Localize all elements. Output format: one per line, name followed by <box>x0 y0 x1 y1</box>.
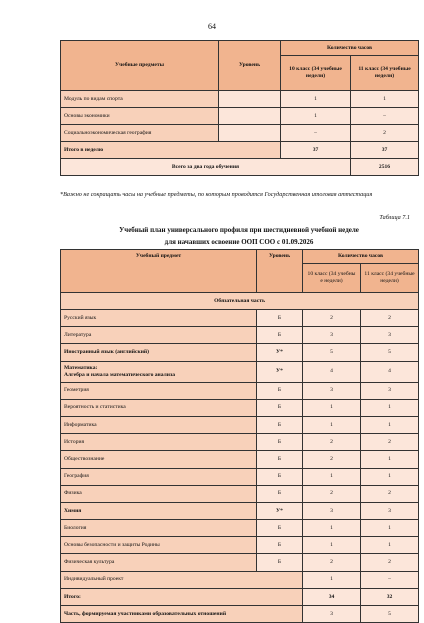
grade10-cell: 1 <box>303 537 361 554</box>
grade10-cell: 3 <box>303 382 361 399</box>
grade11-cell: 3 <box>361 327 419 344</box>
total-two-years-value: 2516 <box>351 159 419 176</box>
grade10-cell: 1 <box>281 108 351 125</box>
grade11-cell: 3 <box>361 502 419 519</box>
header-grade-10: 10 класс (34 учебны е недели) <box>303 264 361 293</box>
subject-subline: Алгебра и начала математического анализа <box>64 371 176 378</box>
table-row <box>61 310 419 327</box>
grade11-cell: 2 <box>361 310 419 327</box>
total-grade11: 32 <box>361 588 419 605</box>
grade10-cell: 1 <box>303 468 361 485</box>
subject-cell: Модуль по видам спорта <box>61 91 219 108</box>
subject-cell: Литература <box>61 327 257 344</box>
grade11-cell: 1 <box>361 468 419 485</box>
level-cell: Б <box>257 434 303 451</box>
header-grade-11: 11 класс (34 учебные недели) <box>361 264 419 293</box>
total-week-grade10: 37 <box>281 142 351 159</box>
section-title: Обязательная часть <box>61 293 419 310</box>
grade11-cell: – <box>361 571 419 588</box>
table-row <box>61 520 419 537</box>
subject-cell: География <box>61 468 257 485</box>
total-row <box>61 588 419 605</box>
grade10-cell: 1 <box>303 416 361 433</box>
level-cell: Б <box>257 468 303 485</box>
caption-line-2: для начавших освоение ООП СОО с 01.09.2026 <box>164 238 314 247</box>
header-subject: Учебный предмет <box>61 250 257 293</box>
curriculum-table <box>60 249 419 623</box>
subject-cell: Физика <box>61 485 257 502</box>
grade11-cell: 1 <box>361 451 419 468</box>
subject-cell: Основы экономики <box>61 108 219 125</box>
subject-cell: Информатика <box>61 416 257 433</box>
table-row <box>61 399 419 416</box>
table-row <box>61 416 419 433</box>
level-cell: Б <box>257 382 303 399</box>
table-row <box>61 451 419 468</box>
subject-cell: Вероятность и статистика <box>61 399 257 416</box>
subject-cell <box>61 361 257 382</box>
header-level: Уровень <box>219 41 281 91</box>
subject-cell: Физическая культура <box>61 554 257 571</box>
grade10-cell: 5 <box>303 344 361 361</box>
table-row <box>61 91 419 108</box>
part-formed-label: Часть, формируемая участниками образовательных отношений <box>61 606 303 623</box>
subject-cell: Геометрия <box>61 382 257 399</box>
level-cell: У* <box>257 361 303 382</box>
table-row <box>61 554 419 571</box>
grade11-cell: 1 <box>351 91 419 108</box>
part-formed-grade10: 3 <box>303 606 361 623</box>
page-number: 64 <box>208 22 216 31</box>
header-level: Уровень <box>257 250 303 293</box>
table-caption <box>60 224 418 249</box>
grade10-cell: 2 <box>303 451 361 468</box>
table-row <box>61 434 419 451</box>
header-grade-10: 10 класс (34 учебные недели) <box>281 56 351 91</box>
level-cell: Б <box>257 520 303 537</box>
level-cell: Б <box>257 554 303 571</box>
grade10-cell: 1 <box>303 571 361 588</box>
grade11-cell: 2 <box>361 485 419 502</box>
table-row <box>61 485 419 502</box>
total-two-years-row <box>61 159 419 176</box>
individual-project-row <box>61 571 419 588</box>
grade10-cell: 1 <box>303 399 361 416</box>
level-cell: Б <box>257 310 303 327</box>
grade10-cell: 2 <box>303 554 361 571</box>
table-row <box>61 502 419 519</box>
total-week-grade11: 37 <box>351 142 419 159</box>
level-cell: Б <box>257 451 303 468</box>
table-row <box>61 125 419 142</box>
table-row <box>61 361 419 382</box>
subject-line: Математика: <box>64 364 98 371</box>
total-week-row <box>61 142 419 159</box>
header-subjects: Учебные предметы <box>61 41 219 91</box>
grade11-cell: 4 <box>361 361 419 382</box>
table-row <box>61 108 419 125</box>
header-hours: Количество часов <box>281 41 419 56</box>
subject-cell: Русский язык <box>61 310 257 327</box>
subject-cell: Индивидуальный проект <box>61 571 303 588</box>
total-week-label: Итого в неделю <box>61 142 281 159</box>
level-cell: Б <box>257 399 303 416</box>
grade11-cell: 1 <box>361 399 419 416</box>
grade11-cell: 1 <box>361 520 419 537</box>
caption-line-1: Учебный план универсального профиля при шестидневной учебной неделе <box>119 226 359 234</box>
subject-cell: Иностранный язык (английский) <box>61 344 257 361</box>
grade11-cell: 1 <box>361 537 419 554</box>
subject-cell: История <box>61 434 257 451</box>
footnote: *Важно не сокращать часы на учебные предметы, по которым проводится Государственная итоговая аттестация <box>60 191 373 198</box>
grade10-cell: 2 <box>303 310 361 327</box>
subject-cell: Обществознание <box>61 451 257 468</box>
table-row <box>61 344 419 361</box>
level-cell: Б <box>257 327 303 344</box>
grade11-cell: 2 <box>361 434 419 451</box>
level-cell: Б <box>257 537 303 554</box>
subject-cell: Химия <box>61 502 257 519</box>
level-cell: У* <box>257 502 303 519</box>
header-hours: Количество часов <box>303 250 419 264</box>
total-grade10: 34 <box>303 588 361 605</box>
grade10-cell: 1 <box>281 91 351 108</box>
grade10-cell: 2 <box>303 485 361 502</box>
grade10-cell: 1 <box>303 520 361 537</box>
table-row <box>61 327 419 344</box>
total-label: Итого: <box>61 588 303 605</box>
grade11-cell: 1 <box>361 416 419 433</box>
part-formed-grade11: 5 <box>361 606 419 623</box>
grade11-cell: 3 <box>361 382 419 399</box>
grade10-cell: 3 <box>303 327 361 344</box>
grade11-cell: 2 <box>361 554 419 571</box>
level-cell <box>219 125 281 142</box>
subject-cell: Биология <box>61 520 257 537</box>
level-cell: Б <box>257 485 303 502</box>
level-cell <box>219 108 281 125</box>
table-row <box>61 537 419 554</box>
total-two-years-label: Всего за два года обучения <box>61 159 351 176</box>
header-grade-11: 11 класс (34 учебные недели) <box>351 56 419 91</box>
subject-cell: Основы безопасности и защиты Родины <box>61 537 257 554</box>
grade11-cell: 5 <box>361 344 419 361</box>
grade11-cell: 2 <box>351 125 419 142</box>
grade10-cell: 3 <box>303 502 361 519</box>
part-formed-row <box>61 606 419 623</box>
level-cell: Б <box>257 416 303 433</box>
grade11-cell: – <box>351 108 419 125</box>
grade10-cell: – <box>281 125 351 142</box>
level-cell: У* <box>257 344 303 361</box>
grade10-cell: 2 <box>303 434 361 451</box>
curriculum-table-continued <box>60 40 419 176</box>
level-cell <box>219 91 281 108</box>
table-row <box>61 382 419 399</box>
grade10-cell: 4 <box>303 361 361 382</box>
subject-cell: Социальноэкономическая география <box>61 125 219 142</box>
table-label: Таблица 7.1 <box>379 214 410 221</box>
table-row <box>61 468 419 485</box>
